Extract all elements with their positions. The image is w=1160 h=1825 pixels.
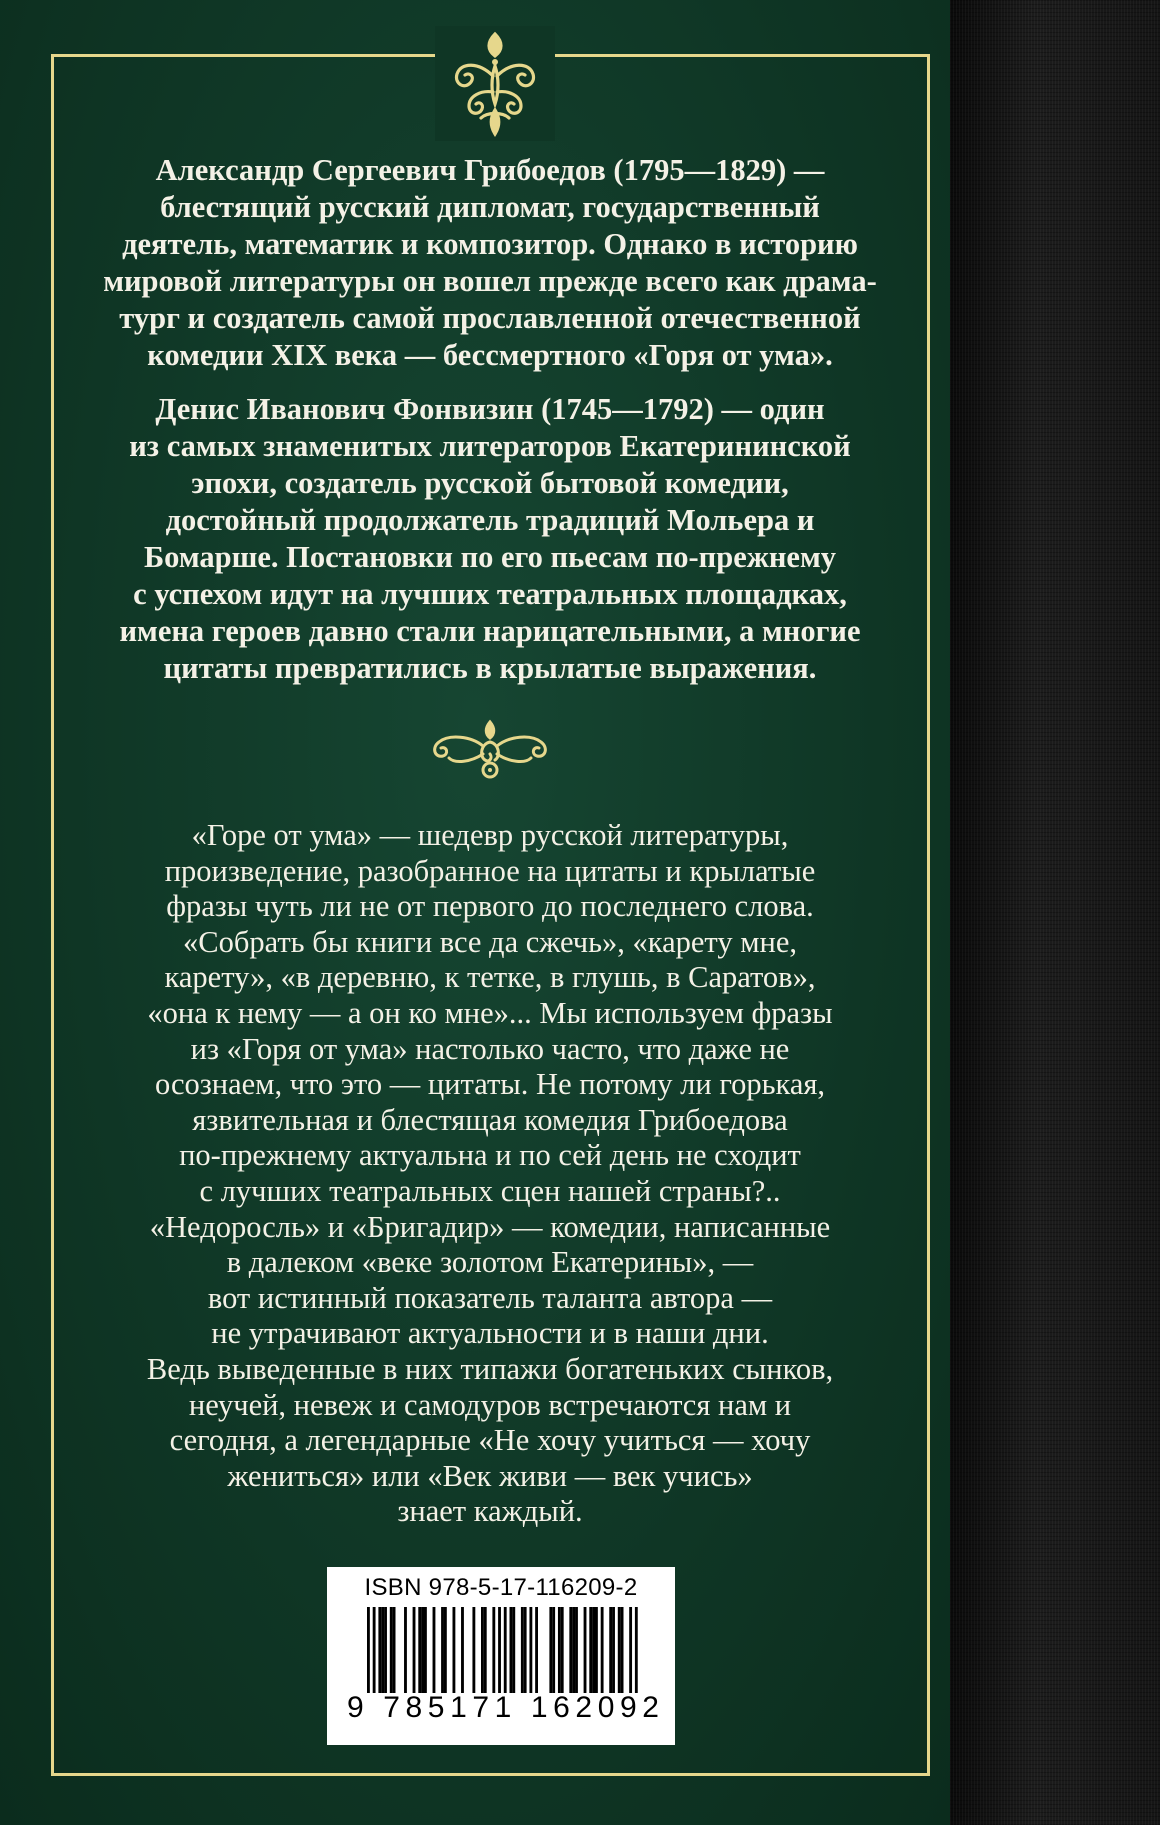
- barcode-bar: [529, 1607, 532, 1703]
- text-line: из «Горя от ума» настолько часто, что даже не: [190, 1031, 790, 1066]
- text-line: жениться» или «Век живи — век учись»: [227, 1458, 753, 1493]
- barcode-bar: [601, 1607, 604, 1703]
- text-line: язвительная и блестящая комедия Грибоедова: [192, 1102, 788, 1137]
- text-line: фразы чуть ли не от первого до последнего слова.: [166, 889, 814, 924]
- text-line: сегодня, а легендарные «Не хочу учиться — хочу: [169, 1423, 811, 1458]
- isbn-label: ISBN 978-5-17-116209-2: [364, 1574, 638, 1601]
- text-line: знает каждый.: [397, 1494, 583, 1529]
- barcode-bar: [418, 1607, 421, 1703]
- barcode-bar: [384, 1607, 387, 1703]
- barcode-bar: [521, 1607, 524, 1703]
- text-line: произведение, разобранное на цитаты и крылатые: [164, 853, 816, 888]
- text-line: Александр Сергеевич Грибоедов (1795—1829) —: [155, 153, 825, 187]
- text-line: «она к нему — а он ко мне»... Мы используем фразы: [147, 995, 833, 1030]
- barcode-bar: [552, 1607, 555, 1703]
- barcode-bar: [390, 1607, 393, 1703]
- text-line: комедии XIX века — бессмертного «Горя от ума».: [147, 338, 833, 372]
- barcode-bar: [612, 1607, 615, 1703]
- barcode-bar: [421, 1607, 424, 1703]
- barcode-bar: [549, 1607, 552, 1703]
- text-line: блестящий русский дипломат, государственный: [160, 190, 820, 224]
- fleur-ornament-icon: [435, 26, 555, 141]
- barcode-bar: [484, 1607, 487, 1703]
- isbn-barcode-block: [327, 1567, 675, 1745]
- text-line: по-прежнему актуальна и по сей день не сходит: [179, 1138, 801, 1173]
- isbn-digits: 9 785171 162092: [347, 1691, 665, 1724]
- text-line: карету», «в деревню, к тетке, в глушь, в Саратов»,: [164, 960, 816, 995]
- text-line: деятель, математик и композитор. Однако в историю: [122, 227, 858, 261]
- barcode-bar: [558, 1607, 561, 1703]
- barcode-bar: [589, 1607, 592, 1703]
- barcode-bar: [535, 1607, 538, 1703]
- text-line: неучей, невеж и самодуров встречаются нам и: [188, 1387, 792, 1422]
- barcode-bar: [561, 1607, 564, 1703]
- text-line: из самых знаменитых литераторов Екатерининской: [129, 429, 851, 463]
- barcode-bar: [381, 1607, 384, 1703]
- barcode-bar: [378, 1607, 381, 1703]
- text-line: цитаты превратились в крылатые выражения.: [163, 651, 817, 685]
- barcode-bar: [424, 1607, 427, 1703]
- barcode-bar: [618, 1607, 621, 1703]
- barcode-bar: [595, 1607, 598, 1703]
- text-line: «Горе от ума» — шедевр русской литературы,: [191, 818, 789, 852]
- barcode-bar: [609, 1607, 612, 1703]
- text-line: в далеком «веке золотом Екатерины», —: [226, 1245, 754, 1280]
- barcode-bar: [433, 1607, 436, 1703]
- barcode-bar: [472, 1607, 475, 1703]
- barcode-bar: [572, 1607, 575, 1703]
- text-line: Бомарше. Постановки по его пьесам по-прежнему: [144, 540, 836, 574]
- barcode-bar: [404, 1607, 407, 1703]
- barcode-bar: [413, 1607, 416, 1703]
- text-line: Ведь выведенные в них типажи богатеньких сынков,: [146, 1351, 834, 1386]
- barcode-bar: [621, 1607, 624, 1703]
- barcode-bar: [461, 1607, 464, 1703]
- barcode-bar: [584, 1607, 587, 1703]
- scroll-ornament-icon: [425, 718, 555, 784]
- text-line: имена героев давно стали нарицательными, а многие: [119, 614, 861, 648]
- text-line: осознаем, что это — цитаты. Не потому ли горькая,: [154, 1067, 826, 1102]
- book-spine: [950, 0, 1160, 1825]
- text-line: с успехом идут на лучших театральных площадках,: [133, 577, 847, 611]
- text-line: «Недоросль» и «Бригадир» — комедии, написанные: [149, 1209, 831, 1244]
- barcode-bar: [592, 1607, 595, 1703]
- barcode-bar: [569, 1607, 572, 1703]
- griboedov-biography: [90, 152, 890, 374]
- text-line: Денис Иванович Фонвизин (1745—1792) — один: [155, 392, 825, 426]
- barcode-bar: [575, 1607, 578, 1703]
- text-line: с лучших театральных сцен нашей страны?..: [199, 1173, 781, 1208]
- text-line: вот истинный показатель таланта автора —: [207, 1280, 773, 1315]
- barcode-bar: [393, 1607, 396, 1703]
- barcode-bar: [441, 1607, 444, 1703]
- book-description: [88, 818, 892, 1530]
- text-line: достойный продолжатель традиций Мольера и: [165, 503, 815, 537]
- barcode-bar: [512, 1607, 515, 1703]
- text-line: эпохи, создатель русской бытовой комедии,: [191, 466, 789, 500]
- text-line: «Собрать бы книги все да сжечь», «карету мне,: [182, 924, 797, 959]
- barcode-bar: [510, 1607, 513, 1703]
- text-line: не утрачивают актуальности и в наши дни.: [211, 1316, 769, 1351]
- barcode-bar: [492, 1607, 495, 1703]
- barcode-bar: [453, 1607, 456, 1703]
- text-line: мировой литературы он вошел прежде всего как драма-: [103, 264, 877, 298]
- barcode-bar: [481, 1607, 484, 1703]
- fonvizin-biography: [90, 391, 890, 687]
- barcode-bar: [444, 1607, 447, 1703]
- text-line: тург и создатель самой прославленной отечественной: [119, 301, 861, 335]
- barcode-bar: [524, 1607, 527, 1703]
